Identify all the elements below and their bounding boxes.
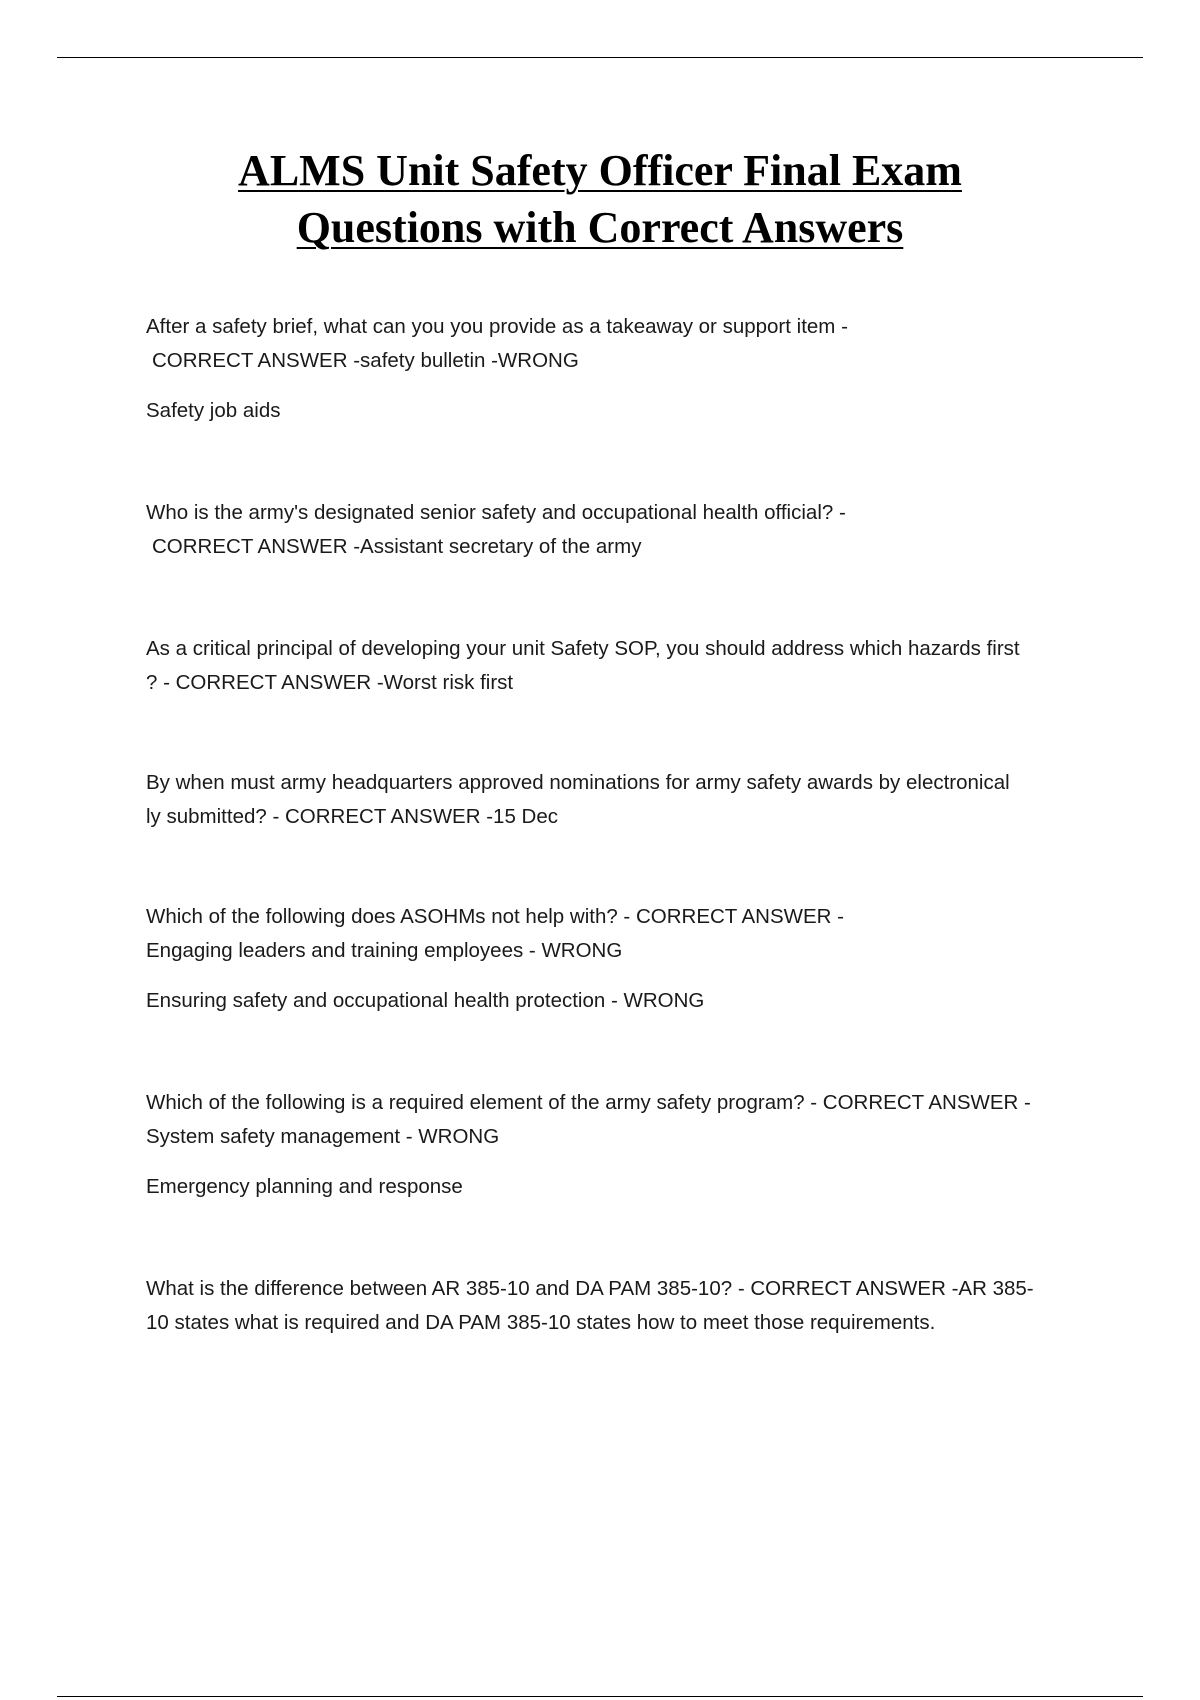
footer-rule [57,1696,1143,1697]
answer-extra: Ensuring safety and occupational health protection - WRONG [146,989,705,1012]
answer-text: ly submitted? - CORRECT ANSWER -15 Dec [146,805,559,828]
question-text: What is the difference between AR 385-10 and DA PAM 385-10? - CORRECT ANSWER -AR 385- [146,1277,1034,1300]
answer-text: CORRECT ANSWER -Assistant secretary of the army [152,535,642,558]
question-text: By when must army headquarters approved nominations for army safety awards by electronical [146,771,1010,794]
qa-item [146,900,1096,1018]
qa-item [146,310,1096,428]
header-rule [57,57,1143,58]
question-text: Which of the following is a required element of the army safety program? - CORRECT ANSWER - [146,1091,1031,1114]
answer-extra: Safety job aids [146,399,281,422]
qa-item [146,1272,1096,1340]
question-text: Which of the following does ASOHMs not help with? - CORRECT ANSWER - [146,905,845,928]
question-text: As a critical principal of developing your unit Safety SOP, you should address which hazards first [146,637,1020,660]
qa-item [146,496,1096,564]
qa-item [146,766,1096,834]
qa-item [146,1086,1096,1204]
question-text: After a safety brief, what can you you provide as a takeaway or support item - [146,315,848,338]
qa-item [146,632,1096,700]
answer-extra: Emergency planning and response [146,1175,463,1198]
answer-text: 10 states what is required and DA PAM 385-10 states how to meet those requirements. [146,1311,936,1334]
title-line-2: Questions with Correct Answers [296,203,904,252]
answer-text: CORRECT ANSWER -safety bulletin -WRONG [152,349,579,372]
answer-text: ? - CORRECT ANSWER -Worst risk first [146,671,514,694]
document-title [0,142,1200,256]
answer-text: System safety management - WRONG [146,1125,500,1148]
title-line-1: ALMS Unit Safety Officer Final Exam [238,146,962,195]
question-text: Who is the army's designated senior safety and occupational health official? - [146,501,846,524]
answer-text: Engaging leaders and training employees - WRONG [146,939,623,962]
